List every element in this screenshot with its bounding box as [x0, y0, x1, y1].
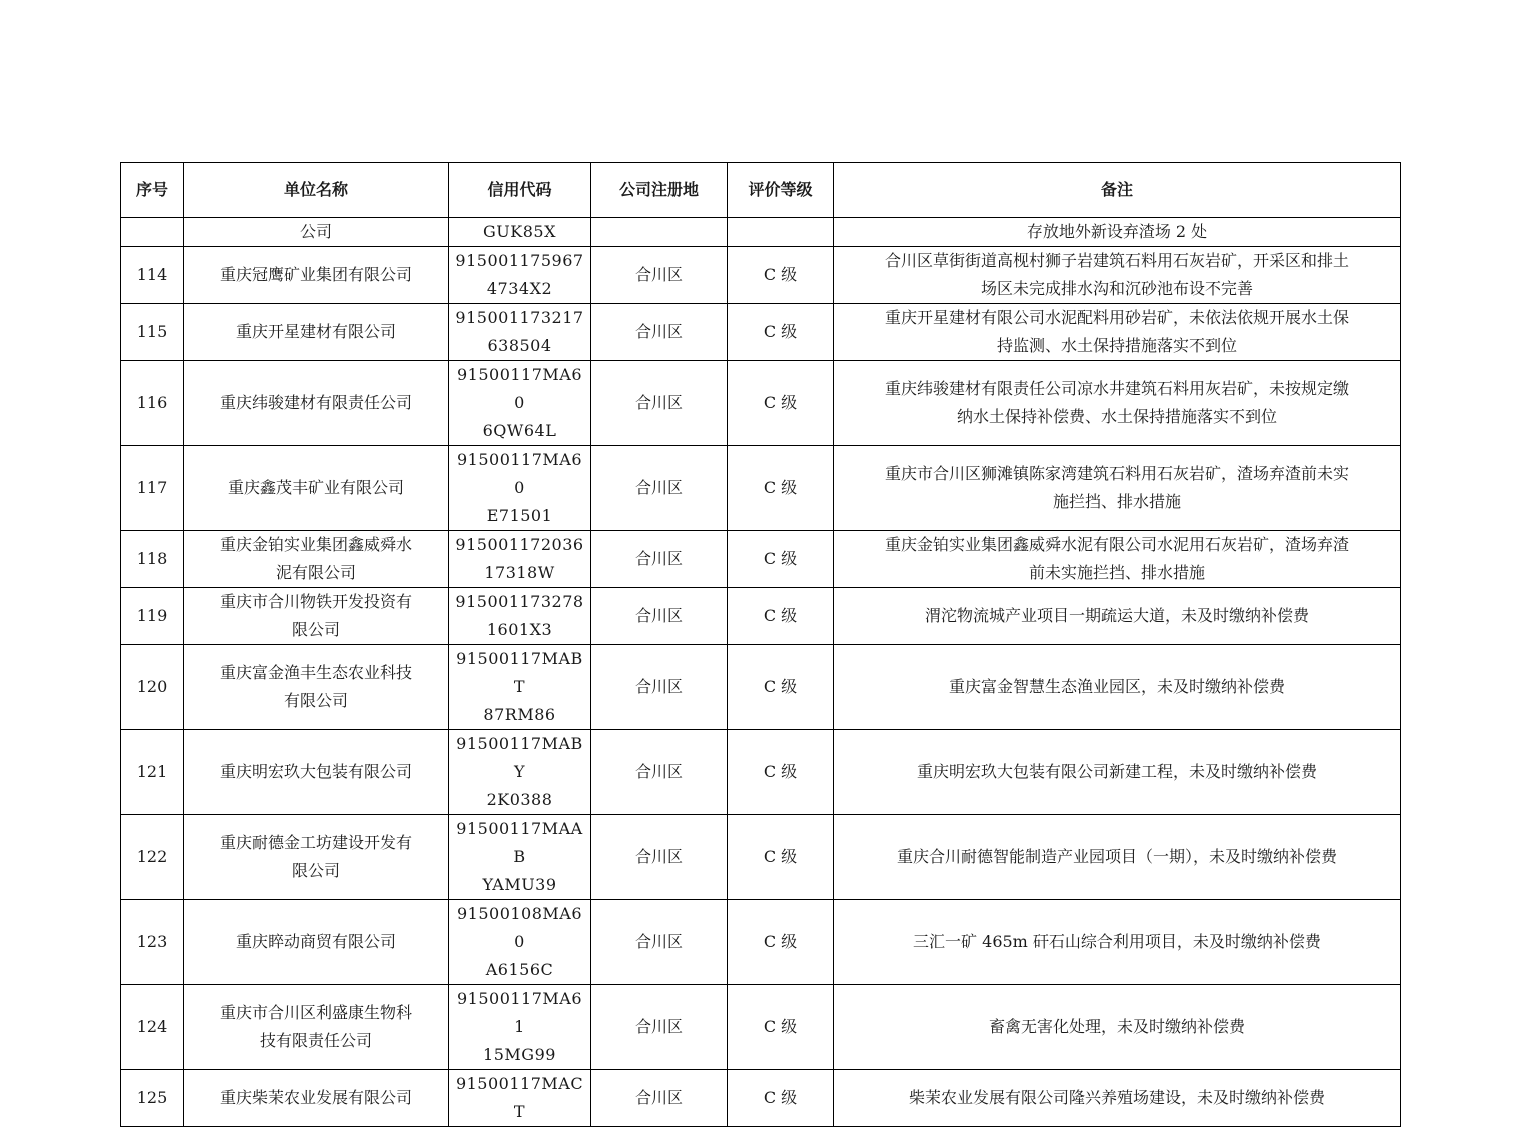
cell-place [591, 218, 728, 247]
cell-line: 纳水土保持补偿费、水土保持措施落实不到位 [956, 407, 1277, 426]
cell-line: 915001172036 [455, 535, 584, 554]
cell-name [184, 900, 449, 985]
cell-note [834, 900, 1401, 985]
header-name: 单位名称 [184, 163, 449, 218]
cell-line: 17318W [484, 563, 555, 582]
cell-note [834, 815, 1401, 900]
cell-line: 场区未完成排水沟和沉砂池布设不完善 [980, 279, 1253, 298]
cell-place: 合川区 [591, 730, 728, 815]
cell-line: 1601X3 [486, 620, 553, 639]
cell-line: A6156C [485, 960, 554, 979]
cell-name [184, 730, 449, 815]
cell-line: 前未实施拦挡、排水措施 [1028, 563, 1205, 582]
table-row [121, 361, 1401, 446]
cell-line: 91500117MA60 [456, 450, 583, 497]
cell-line: 三汇一矿 465m 矸石山综合利用项目，未及时缴纳补偿费 [913, 932, 1321, 951]
cell-line: 15MG99 [483, 1045, 556, 1064]
cell-name [184, 531, 449, 588]
cell-line: 持监测、水土保持措施落实不到位 [996, 336, 1237, 355]
cell-name [184, 446, 449, 531]
cell-seq: 125 [121, 1070, 184, 1127]
cell-line: 91500117MA61 [456, 989, 583, 1036]
cell-line: 87RM86 [483, 705, 556, 724]
cell-line: 重庆明宏玖大包装有限公司 [219, 762, 412, 781]
cell-code [449, 247, 591, 304]
cell-place: 合川区 [591, 446, 728, 531]
cell-code: GUK85X [449, 218, 591, 247]
cell-line: E71501 [486, 506, 553, 525]
cell-line: 重庆金铂实业集团鑫威舜水泥有限公司水泥用石灰岩矿，渣场弃渣 [884, 535, 1349, 554]
cell-name [184, 588, 449, 645]
cell-line: 重庆富金渔丰生态农业科技 [219, 663, 412, 682]
cell-grade: C 级 [728, 815, 834, 900]
cell-note: 存放地外新设弃渣场 2 处 [834, 218, 1401, 247]
cell-place: 合川区 [591, 985, 728, 1070]
cell-code [449, 446, 591, 531]
cell-line: 限公司 [291, 620, 340, 639]
header-grade: 评价等级 [728, 163, 834, 218]
cell-name: 重庆柴茉农业发展有限公司 [184, 1070, 449, 1127]
cell-code [449, 588, 591, 645]
table-row [121, 730, 1401, 815]
cell-note: 柴茉农业发展有限公司隆兴养殖场建设，未及时缴纳补偿费 [834, 1070, 1401, 1127]
cell-seq: 122 [121, 815, 184, 900]
cell-note [834, 730, 1401, 815]
cell-line: 4734X2 [486, 279, 553, 298]
cell-grade: C 级 [728, 1070, 834, 1127]
cell-line: 重庆市合川区狮滩镇陈家湾建筑石料用石灰岩矿，渣场弃渣前未实 [884, 464, 1349, 483]
cell-line: 638504 [487, 336, 552, 355]
cell-line: 合川区草街街道高枧村狮子岩建筑石料用石灰岩矿，开采区和排土 [884, 251, 1349, 270]
table-row [121, 900, 1401, 985]
cell-code [449, 900, 591, 985]
cell-place: 合川区 [591, 1070, 728, 1127]
cell-note [834, 446, 1401, 531]
cell-name: 公司 [184, 218, 449, 247]
cell-note [834, 361, 1401, 446]
cell-note [834, 588, 1401, 645]
cell-seq [121, 218, 184, 247]
table-row [121, 645, 1401, 730]
cell-line: 915001173217 [455, 308, 584, 327]
cell-line: 限公司 [291, 861, 340, 880]
table-row-continuation [121, 218, 1401, 247]
cell-line: 重庆耐德金工坊建设开发有 [219, 833, 412, 852]
cell-line: 泥有限公司 [275, 563, 356, 582]
cell-seq: 118 [121, 531, 184, 588]
header-place: 公司注册地 [591, 163, 728, 218]
cell-line: 畜禽无害化处理，未及时缴纳补偿费 [988, 1017, 1245, 1036]
cell-place: 合川区 [591, 645, 728, 730]
cell-code: 91500117MACT [449, 1070, 591, 1127]
table-row [121, 531, 1401, 588]
cell-grade: C 级 [728, 531, 834, 588]
cell-code [449, 361, 591, 446]
table-header-row [121, 163, 1401, 218]
cell-line: 91500117MABT [456, 649, 583, 696]
cell-line: 重庆明宏玖大包装有限公司新建工程，未及时缴纳补偿费 [916, 762, 1317, 781]
cell-line: 重庆市合川区利盛康生物科 [219, 1003, 412, 1022]
cell-grade: C 级 [728, 588, 834, 645]
cell-seq: 119 [121, 588, 184, 645]
cell-line: 2K0388 [486, 790, 553, 809]
cell-line: 重庆鑫茂丰矿业有限公司 [227, 478, 404, 497]
cell-seq: 124 [121, 985, 184, 1070]
cell-place: 合川区 [591, 900, 728, 985]
cell-line: 重庆合川耐德智能制造产业园项目（一期），未及时缴纳补偿费 [896, 847, 1337, 866]
cell-code [449, 985, 591, 1070]
cell-note [834, 645, 1401, 730]
header-note: 备注 [834, 163, 1401, 218]
cell-grade: C 级 [728, 361, 834, 446]
cell-name [184, 361, 449, 446]
cell-seq: 120 [121, 645, 184, 730]
cell-seq: 117 [121, 446, 184, 531]
cell-code [449, 531, 591, 588]
cell-grade: C 级 [728, 446, 834, 531]
cell-seq: 114 [121, 247, 184, 304]
cell-name [184, 645, 449, 730]
cell-name [184, 815, 449, 900]
cell-line: 渭沱物流城产业项目一期疏运大道，未及时缴纳补偿费 [924, 606, 1309, 625]
cell-grade: C 级 [728, 304, 834, 361]
cell-note [834, 304, 1401, 361]
header-code: 信用代码 [449, 163, 591, 218]
cell-grade: C 级 [728, 985, 834, 1070]
cell-code [449, 815, 591, 900]
cell-name [184, 247, 449, 304]
cell-grade: C 级 [728, 730, 834, 815]
cell-line: 重庆睟动商贸有限公司 [235, 932, 396, 951]
cell-seq: 123 [121, 900, 184, 985]
cell-place: 合川区 [591, 588, 728, 645]
cell-code [449, 730, 591, 815]
table-row [121, 247, 1401, 304]
cell-line: YAMU39 [482, 875, 557, 894]
cell-code [449, 645, 591, 730]
cell-line: 91500108MA60 [456, 904, 583, 951]
cell-place: 合川区 [591, 304, 728, 361]
cell-seq: 115 [121, 304, 184, 361]
cell-line: 重庆开星建材有限公司水泥配料用砂岩矿，未依法依规开展水土保 [884, 308, 1349, 327]
cell-grade: C 级 [728, 900, 834, 985]
table-row [121, 1070, 1401, 1127]
cell-line: 重庆市合川物铁开发投资有 [219, 592, 412, 611]
cell-line: 91500117MAAB [456, 819, 583, 866]
cell-note [834, 247, 1401, 304]
cell-name [184, 304, 449, 361]
cell-grade [728, 218, 834, 247]
table-row [121, 588, 1401, 645]
cell-line: 91500117MABY [456, 734, 583, 781]
header-seq: 序号 [121, 163, 184, 218]
cell-place: 合川区 [591, 247, 728, 304]
cell-line: 重庆富金智慧生态渔业园区，未及时缴纳补偿费 [948, 677, 1285, 696]
cell-line: 技有限责任公司 [259, 1031, 372, 1050]
table-row [121, 446, 1401, 531]
cell-note [834, 985, 1401, 1070]
cell-seq: 116 [121, 361, 184, 446]
cell-line: 915001173278 [455, 592, 584, 611]
table-row [121, 985, 1401, 1070]
cell-line: 有限公司 [283, 691, 348, 710]
cell-line: 6QW64L [482, 421, 557, 440]
cell-grade: C 级 [728, 645, 834, 730]
cell-place: 合川区 [591, 531, 728, 588]
cell-line: 重庆开星建材有限公司 [235, 322, 396, 341]
cell-line: 重庆纬骏建材有限责任公司 [219, 393, 412, 412]
cell-place: 合川区 [591, 361, 728, 446]
cell-line: 重庆金铂实业集团鑫威舜水 [219, 535, 412, 554]
cell-seq: 121 [121, 730, 184, 815]
table-row [121, 815, 1401, 900]
cell-line: 重庆纬骏建材有限责任公司凉水井建筑石料用灰岩矿，未按规定缴 [884, 379, 1349, 398]
cell-line: 91500117MA60 [456, 365, 583, 412]
cell-note [834, 531, 1401, 588]
cell-name [184, 985, 449, 1070]
cell-grade: C 级 [728, 247, 834, 304]
cell-line: 施拦挡、排水措施 [1052, 492, 1181, 511]
table-row [121, 304, 1401, 361]
cell-place: 合川区 [591, 815, 728, 900]
cell-code [449, 304, 591, 361]
credit-rating-table [120, 162, 1401, 1127]
cell-line: 915001175967 [455, 251, 584, 270]
cell-line: 重庆冠鹰矿业集团有限公司 [219, 265, 412, 284]
